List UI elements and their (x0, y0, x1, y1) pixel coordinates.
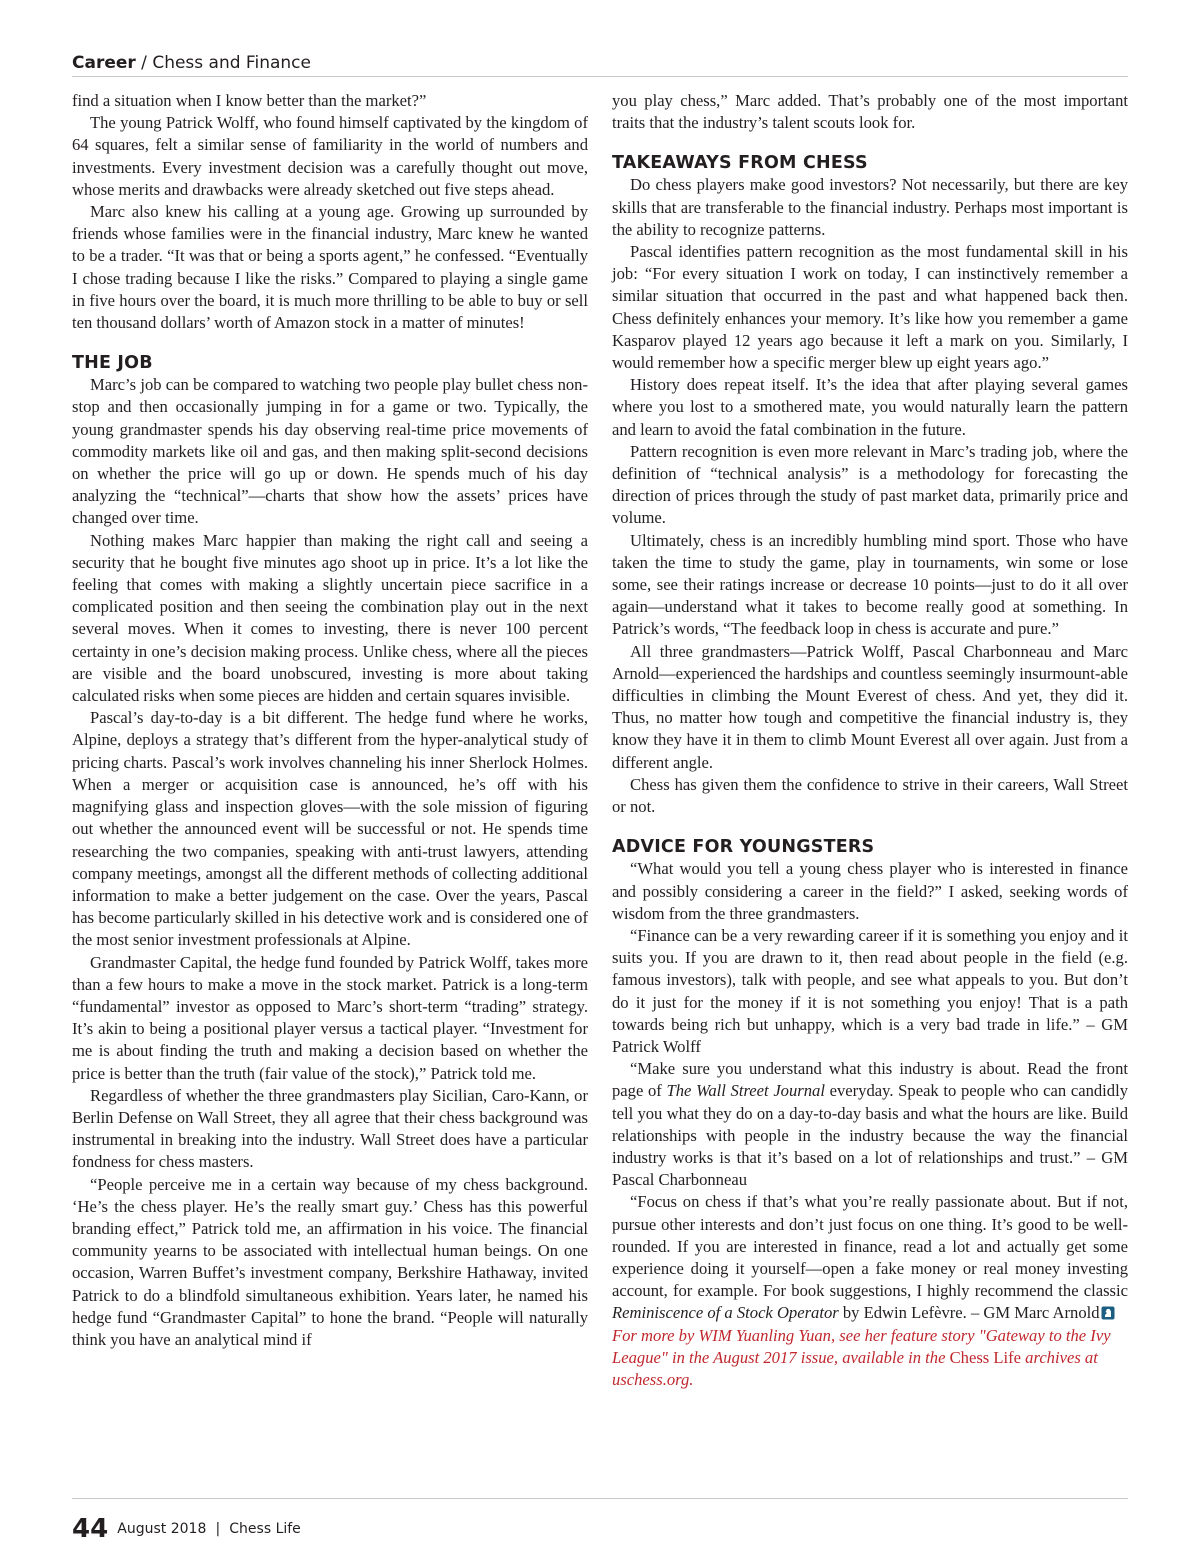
paragraph: Ultimately, chess is an incredibly humbling mind sport. Those who have taken the time to study the game, play in tournaments, win some or lose some, see their ratings increase or decrease 10 points—just to do it all over again—understand what it takes to become really good at something. In Patrick’s words, “The feedback loop in chess is accurate and pure.” (612, 530, 1128, 639)
text-run: everyday. Speak to people who can candidly tell you what they do on a day-to-day basis and what the hours are like. Build relationships with people in the industry because the way the financial industry works is that it’s based on a lot of relationships and trust.” – GM Pascal Charbonneau (612, 1081, 1128, 1190)
page-header (72, 52, 1128, 77)
section-label: Career (72, 53, 136, 73)
paragraph: Grandmaster Capital, the hedge fund founded by Patrick Wolff, takes more than a few hours to make a move in the stock market. Patrick is a long-term “fundamental” investor as opposed to Marc’s short-term “trading” strategy. It’s akin to being a positional player versus a tactical player. “Investment for me is about finding the truth and making a decision based on whether the price is better than the truth (fair value of the stock),” Patrick told me. (72, 952, 588, 1083)
right-column (612, 90, 1128, 1391)
text-run: For more by WIM Yuanling Yuan, see her feature story "Gateway to the Ivy League" in the August 2017 issue, available in the (612, 1325, 1111, 1367)
paragraph: The young Patrick Wolff, who found himself captivated by the kingdom of 64 squares, felt a similar sense of familiarity in the world of numbers and investments. Every investment decision was a carefully thought out move, whose merits and drawbacks were already sketched out five steps ahead. (72, 113, 588, 199)
paragraph: Marc also knew his calling at a young age. Growing up surrounded by friends whose families were in the financial industry, Marc knew he wanted to be a trader. “It was that or being a sports agent,” he confessed. “Eventually I chose trading because I like the risks.” Compared to playing a single game in five hours over the board, it is much more thrilling to be able to buy or sell ten thousand dollars’ worth of Amazon stock in a matter of minutes! (72, 202, 588, 333)
text-run: archives at uschess.org. (612, 1347, 1098, 1389)
paragraph: Chess has given them the confidence to strive in their careers, Wall Street or not. (612, 774, 1128, 817)
paragraph: All three grandmasters—Patrick Wolff, Pascal Charbonneau and Marc Arnold—experienced the hardships and countless seemingly insurmount-able difficulties in climbing the Mount Everest of chess. And yet, they did it. Thus, no matter how tough and competitive the financial industry is, they know they have it in them to climb Mount Everest all over again. Just from a different angle. (612, 641, 1128, 772)
paragraph: find a situation when I know better than the market?” (72, 91, 427, 110)
subsection-label: Chess and Finance (152, 53, 311, 73)
knight-end-mark-icon (1101, 1306, 1115, 1320)
paragraph: “What would you tell a young chess player who is interested in finance and possibly considering a career in the field?” I asked, seeking words of wisdom from the three grandmasters. (612, 859, 1128, 923)
magazine-title: Chess Life (229, 1521, 301, 1537)
paragraph: “Finance can be a very rewarding career if it is something you enjoy and it suits you. If you are drawn to it, then read about people in the field (e.g. famous investors), talk with people, and see what appeals to you. But don’t do it just for the money if it is not something you enjoy! That is a path towards being rich but unhappy, which is a very bad trade in life.” – GM Patrick Wolff (612, 925, 1128, 1056)
page-footer (72, 1514, 301, 1544)
paragraph: Regardless of whether the three grandmasters play Sicilian, Caro-Kann, or Berlin Defense on Wall Street, they all agree that their chess background was instrumental in breaking into the industry. Wall Street does have a particular fondness for chess masters. (72, 1085, 588, 1172)
issue-date: August 2018 (117, 1521, 207, 1537)
paragraph: Nothing makes Marc happier than making the right call and seeing a security that he bought five minutes ago shoot up in price. It’s a lot like the feeling that comes with making a slightly uncertain piece sacrifice in a complicated position and then seeing the combination play out in the next several moves. When it comes to investing, there is never 100 percent certainty in one’s decision making process. Unlike chess, where all the pieces are visible and the board unobscured, investing is more about taking calculated risks when some pieces are hidden and certain squares invisible. (72, 530, 588, 706)
text-run: “Make sure you understand what this industry is about. Read the front page of (612, 1059, 1128, 1101)
paragraph: you play chess,” Marc added. That’s probably one of the most important traits that the industry’s talent scouts look for. (612, 91, 1128, 133)
paragraph: “People perceive me in a certain way because of my chess background. ‘He’s the chess player. He’s the really smart guy.’ Chess has this powerful branding effect,” Patrick told me, an affirmation in his voice. The financial community yearns to be associated with intellectual human beings. On one occasion, Warren Buffet’s investment company, Berkshire Hathaway, invited Patrick to do a blindfold simultaneous exhibition. Years later, he named his hedge fund “Grandmaster Capital” to hone the brand. “People will naturally think you have an analytical mind if (72, 1174, 588, 1349)
paragraph: Marc’s job can be compared to watching two people play bullet chess non-stop and then occasionally jumping in for a game or two. Typically, the young grandmaster spends his day observing real-time price movements of commodity markets like oil and gas, and then making split-second decisions on whether the price will go up or down. He spends much of his day analyzing the “technical”—charts that show how the assets’ prices have changed over time. (72, 375, 588, 528)
heading-the-job: THE JOB (72, 353, 153, 374)
magazine-name: Chess Life (949, 1347, 1022, 1367)
heading-takeaways: TAKEAWAYS FROM CHESS (612, 153, 868, 174)
author-note (612, 1325, 1128, 1392)
book-title: Reminiscence of a Stock Operator (612, 1303, 839, 1323)
text-run: by Edwin Lefèvre. – GM Marc Arnold (838, 1303, 1100, 1323)
paragraph: Do chess players make good investors? Not necessarily, but there are key skills that are transferable to the financial industry. Perhaps most important is the ability to recognize patterns. (612, 175, 1128, 239)
paragraph (612, 1058, 1128, 1191)
left-column (72, 90, 588, 1351)
paragraph: Pattern recognition is even more relevant in Marc’s trading job, where the definition of “technical analysis” is a methodology for forecasting the direction of prices through the study of past market data, primarily price and volume. (612, 441, 1128, 528)
paragraph: Pascal’s day-to-day is a bit different. The hedge fund where he works, Alpine, deploys a strategy that’s different from the hyper-analytical study of pricing charts. Pascal’s work involves channeling his inner Sherlock Holmes. When a merger or acquisition case is announced, he’s off with his magnifying glass and inspection gloves—with the sole mission of figuring out whether the announced event will be successful or not. He spends time researching the two companies, speaking with anti-trust lawyers, attending company meetings, amongst all the different methods of collecting additional information to make a better judgement on the case. Over the years, Pascal has become particularly skilled in his detective work and is considered one of the most senior investment professionals at Alpine. (72, 708, 588, 950)
page-number: 44 (72, 1514, 109, 1544)
footer-separator: | (215, 1521, 221, 1537)
footer-divider (72, 1498, 1128, 1499)
text-run: “Focus on chess if that’s what you’re really passionate about. But if not, pursue other interests and don’t just focus on one thing. It’s good to be well-rounded. If you are interested in finance, read a lot and actually get some experience doing it yourself—open a fake money or real money investing account, for example. For book suggestions, I highly recommend the classic (612, 1192, 1128, 1301)
section-separator: / (135, 53, 153, 73)
heading-advice: ADVICE FOR YOUNGSTERS (612, 837, 875, 858)
paragraph: History does repeat itself. It’s the idea that after playing several games where you lost to a smothered mate, you would naturally learn the pattern and learn to avoid the fatal combination in the future. (612, 375, 1128, 439)
paragraph (612, 1191, 1128, 1324)
paragraph: Pascal identifies pattern recognition as the most fundamental skill in his job: “For every situation I work on today, I can instinctively remember a similar situation that occurred in the past and what happened back then. Chess definitely enhances your memory. It’s like how you remember a game Kasparov played 12 years ago because it left a mark on you. Similarly, I would remember how a specific merger blew up eight years ago.” (612, 242, 1128, 373)
publication-title: The Wall Street Journal (666, 1081, 825, 1101)
